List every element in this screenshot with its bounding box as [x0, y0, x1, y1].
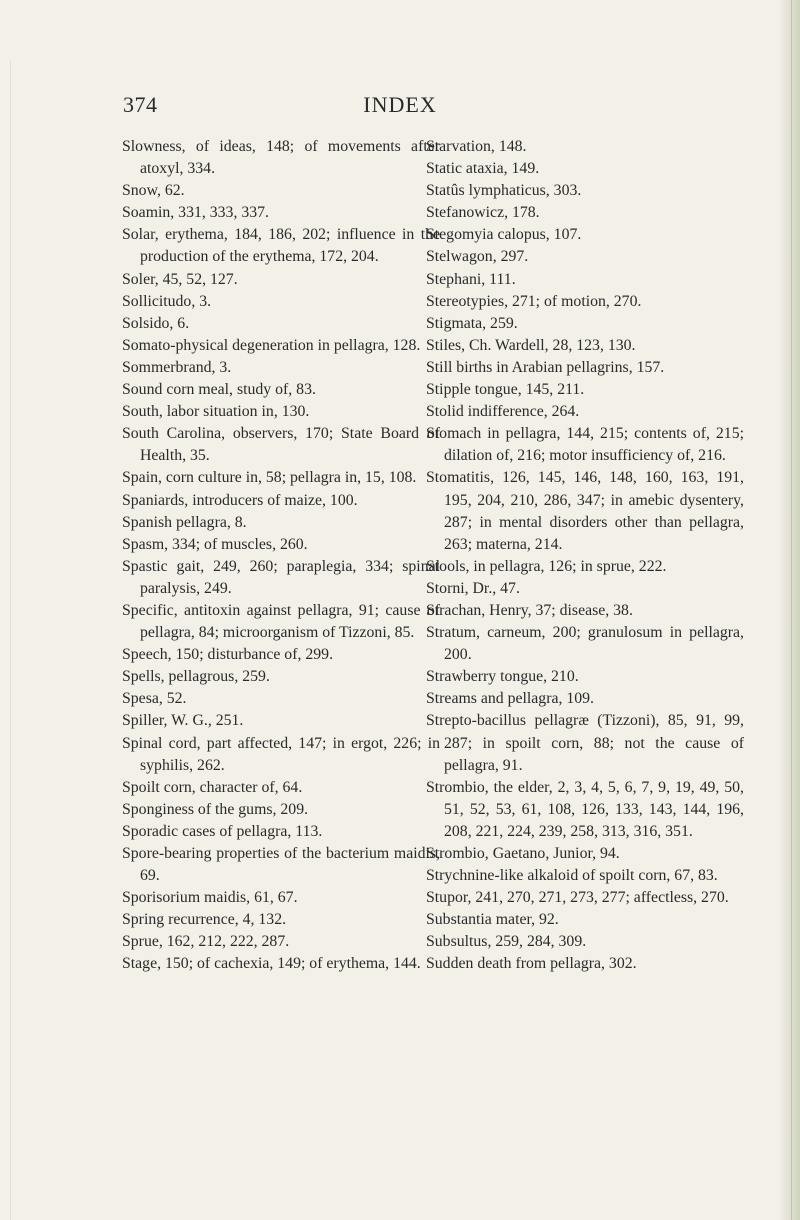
index-entry: Sporadic cases of pellagra, 113.	[122, 822, 323, 840]
index-entry: Strachan, Henry, 37; disease, 38.	[426, 601, 633, 619]
index-entry: Spesa, 52.	[122, 690, 187, 708]
index-entry: Subsultus, 259, 284, 309.	[426, 933, 587, 951]
index-entry: Storni, Dr., 47.	[426, 579, 520, 597]
index-entry: Soler, 45, 52, 127.	[122, 270, 238, 288]
index-entry: Sponginess of the gums, 209.	[122, 800, 309, 818]
index-entry: Spanish pellagra, 8.	[122, 513, 247, 531]
index-entry: Stratum, carneum, 200; granulosum in pellagra, 200.	[426, 624, 744, 664]
index-entry: Sprue, 162, 212, 222, 287.	[122, 933, 290, 951]
index-entry: Sudden death from pellagra, 302.	[426, 955, 637, 973]
index-entry: Stipple tongue, 145, 211.	[426, 381, 585, 399]
index-entry: Sound corn meal, study of, 83.	[122, 381, 316, 399]
index-entry: Stools, in pellagra, 126; in sprue, 222.	[426, 557, 667, 575]
index-entry: Stegomyia calopus, 107.	[426, 226, 582, 244]
index-column-left	[122, 136, 440, 976]
index-entry: Solsido, 6.	[122, 314, 190, 332]
index-entry: Stomatitis, 126, 145, 146, 148, 160, 163, 191, 195, 204, 210, 286, 347; in amebic dysentery, 287; in mental disorders other than pellagra, 263; materna, 214.	[426, 469, 744, 553]
index-entry: Slowness, of ideas, 148; of movements after atoxyl, 334.	[122, 138, 440, 178]
index-entry: Solar, erythema, 184, 186, 202; influence in the production of the erythema, 172, 204.	[122, 226, 440, 266]
index-entry: Stupor, 241, 270, 271, 273, 277; affectless, 270.	[426, 889, 729, 907]
index-entry: South, labor situation in, 130.	[122, 403, 310, 421]
index-entry: Spells, pellagrous, 259.	[122, 668, 270, 686]
index-entry: Specific, antitoxin against pellagra, 91; cause of pellagra, 84; microorganism of Tizzoni, 85.	[122, 601, 440, 642]
index-entry: Strychnine-like alkaloid of spoilt corn, 67, 83.	[426, 867, 718, 885]
index-entry: Spaniards, introducers of maize, 100.	[122, 491, 358, 509]
page-gutter-line	[10, 60, 11, 1220]
index-entry: Stefanowicz, 178.	[426, 204, 540, 222]
index-entry: Speech, 150; disturbance of, 299.	[122, 646, 334, 664]
index-entry: Spiller, W. G., 251.	[122, 712, 244, 730]
index-entry: Static ataxia, 149.	[426, 160, 540, 178]
index-entry: Statûs lymphaticus, 303.	[426, 182, 582, 200]
page-number: 374	[123, 92, 158, 117]
page-title: INDEX	[363, 92, 437, 117]
index-entry: Stelwagon, 297.	[426, 248, 529, 266]
running-header	[0, 92, 800, 126]
index-entry: Stephani, 111.	[426, 270, 516, 288]
index-entry: Streams and pellagra, 109.	[426, 690, 595, 708]
index-entry: Spoilt corn, character of, 64.	[122, 778, 303, 796]
index-entry: Somato-physical degeneration in pellagra, 128.	[122, 336, 421, 354]
index-entry: Stomach in pellagra, 144, 215; contents of, 215; dilation of, 216; motor insufficiency of, 216.	[426, 425, 744, 465]
index-entry: Strepto-bacillus pellagræ (Tizzoni), 85, 91, 99, 287; in spoilt corn, 88; not the cause of pellagra, 91.	[426, 712, 744, 774]
index-entry: Stereotypies, 271; of motion, 270.	[426, 292, 642, 310]
index-column-right	[426, 136, 744, 976]
index-entry: Stigmata, 259.	[426, 314, 518, 332]
index-entry: Sollicitudo, 3.	[122, 292, 212, 310]
index-entry: Still births in Arabian pellagrins, 157.	[426, 358, 665, 376]
index-entry: Soamin, 331, 333, 337.	[122, 204, 270, 222]
index-entry: Spring recurrence, 4, 132.	[122, 911, 287, 929]
index-entry: Spore-bearing properties of the bacterium maidis, 69.	[122, 845, 440, 885]
index-entry: Stiles, Ch. Wardell, 28, 123, 130.	[426, 336, 636, 354]
index-entry: Starvation, 148.	[426, 138, 527, 155]
index-entry: Stage, 150; of cachexia, 149; of erythema, 144.	[122, 955, 421, 973]
index-entry: South Carolina, observers, 170; State Board of Health, 35.	[122, 425, 440, 465]
index-entry: Spasm, 334; of muscles, 260.	[122, 535, 308, 553]
index-entry: Spain, corn culture in, 58; pellagra in, 15, 108.	[122, 469, 417, 487]
index-entry: Spinal cord, part affected, 147; in ergot, 226; in syphilis, 262.	[122, 734, 440, 774]
page-edge-line	[791, 0, 792, 1220]
index-entry: Substantia mater, 92.	[426, 911, 559, 929]
index-entry: Strombio, the elder, 2, 3, 4, 5, 6, 7, 9, 19, 49, 50, 51, 52, 53, 61, 108, 126, 133, 143, 144, 196, 208, 221, 224, 239, 258, 313, 316, 351.	[426, 778, 744, 840]
page-edge-shadow	[778, 0, 800, 1220]
index-entry: Sporisorium maidis, 61, 67.	[122, 889, 298, 907]
index-entry: Strawberry tongue, 210.	[426, 668, 579, 686]
index-entry: Spastic gait, 249, 260; paraplegia, 334; spinal paralysis, 249.	[122, 557, 440, 597]
index-entry: Snow, 62.	[122, 182, 185, 200]
index-entry: Sommerbrand, 3.	[122, 358, 232, 376]
index-entry: Stolid indifference, 264.	[426, 403, 580, 421]
index-entry: Strombio, Gaetano, Junior, 94.	[426, 845, 620, 862]
